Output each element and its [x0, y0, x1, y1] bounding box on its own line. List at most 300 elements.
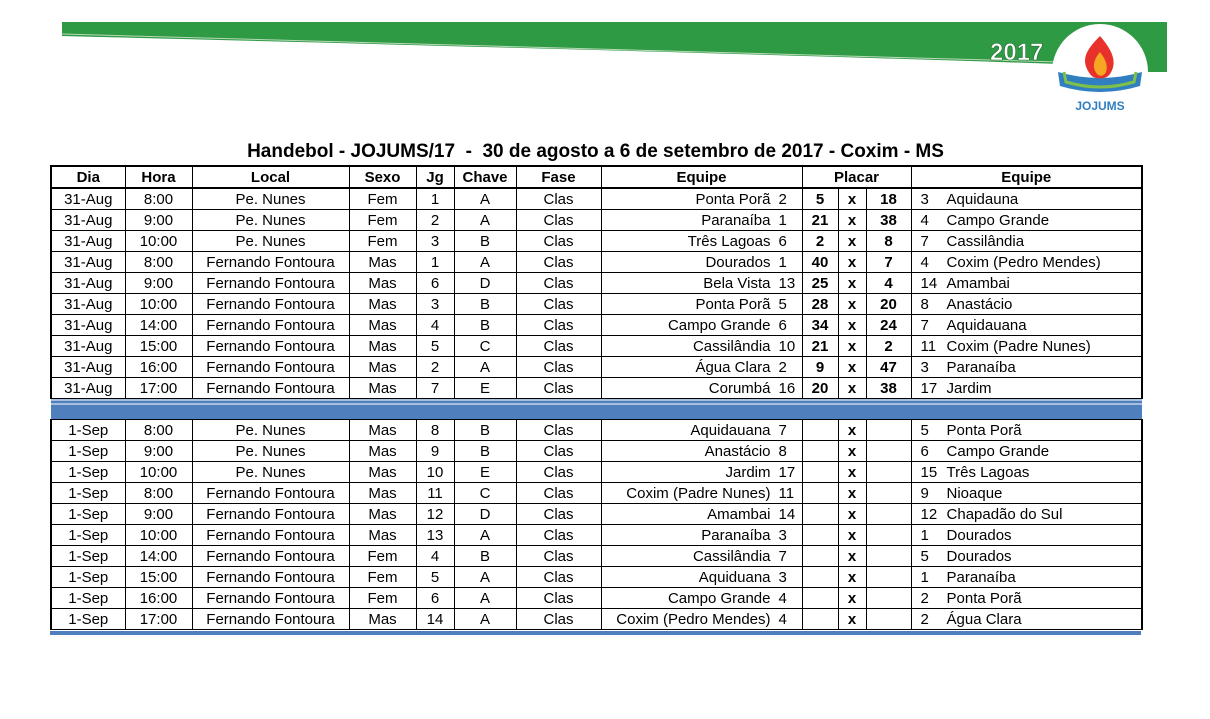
- team-a-name: Ponta Porã: [695, 190, 771, 208]
- team-b-name: Campo Grande: [946, 211, 1050, 229]
- cell-fase: Clas: [516, 273, 601, 294]
- table-row: [51, 336, 1142, 357]
- cell-score-a: 20: [802, 378, 838, 399]
- table-row: [51, 588, 1142, 609]
- cell-score-b: 8: [866, 231, 911, 252]
- cell-dia: 31-Aug: [51, 378, 125, 399]
- cell-team-a: [601, 188, 802, 210]
- cell-hora: 9:00: [125, 441, 192, 462]
- cell-dia: 31-Aug: [51, 273, 125, 294]
- cell-team-b: [911, 567, 1142, 588]
- cell-sexo: Fem: [349, 231, 416, 252]
- cell-fase: Clas: [516, 188, 601, 210]
- team-b-name: Aquidauna: [946, 190, 1019, 208]
- cell-fase: Clas: [516, 252, 601, 273]
- cell-x: x: [838, 609, 866, 630]
- cell-team-a: [601, 231, 802, 252]
- cell-team-b: [911, 357, 1142, 378]
- team-b-name: Aquidauana: [946, 316, 1027, 334]
- cell-team-b: [911, 525, 1142, 546]
- cell-chave: A: [454, 357, 516, 378]
- table-row: [51, 231, 1142, 252]
- cell-score-a: 21: [802, 210, 838, 231]
- cell-x: x: [838, 483, 866, 504]
- team-a-number: 3: [778, 526, 787, 544]
- cell-score-a: [802, 420, 838, 441]
- cell-hora: 10:00: [125, 462, 192, 483]
- cell-sexo: Fem: [349, 588, 416, 609]
- team-b-number: 1: [920, 526, 929, 544]
- cell-score-a: [802, 462, 838, 483]
- cell-sexo: Fem: [349, 188, 416, 210]
- cell-local: Pe. Nunes: [192, 420, 349, 441]
- cell-local: Fernando Fontoura: [192, 546, 349, 567]
- team-a-name: Corumbá: [708, 379, 771, 397]
- cell-team-a: [601, 588, 802, 609]
- cell-local: Pe. Nunes: [192, 462, 349, 483]
- cell-hora: 15:00: [125, 567, 192, 588]
- team-b-name: Anastácio: [946, 295, 1013, 313]
- team-a-number: 5: [778, 295, 787, 313]
- cell-x: x: [838, 546, 866, 567]
- cell-fase: Clas: [516, 483, 601, 504]
- cell-score-b: 2: [866, 336, 911, 357]
- cell-local: Fernando Fontoura: [192, 588, 349, 609]
- cell-dia: 1-Sep: [51, 462, 125, 483]
- team-b-name: Coxim (Pedro Mendes): [946, 253, 1101, 271]
- cell-dia: 1-Sep: [51, 483, 125, 504]
- table-row: [51, 357, 1142, 378]
- cell-dia: 31-Aug: [51, 210, 125, 231]
- cell-fase: Clas: [516, 336, 601, 357]
- cell-local: Fernando Fontoura: [192, 567, 349, 588]
- cell-score-a: 28: [802, 294, 838, 315]
- team-b-number: 1: [920, 568, 929, 586]
- table-row: [51, 188, 1142, 210]
- team-b-name: Ponta Porã: [946, 421, 1022, 439]
- team-b-name: Três Lagoas: [946, 463, 1030, 481]
- team-a-number: 11: [778, 484, 795, 502]
- cell-team-a: [601, 336, 802, 357]
- team-a-number: 2: [778, 190, 787, 208]
- cell-score-a: 34: [802, 315, 838, 336]
- team-b-number: 9: [920, 484, 929, 502]
- team-b-number: 3: [920, 190, 929, 208]
- team-b-name: Dourados: [946, 547, 1012, 565]
- cell-x: x: [838, 294, 866, 315]
- team-a-name: Paranaíba: [701, 211, 771, 229]
- cell-team-a: [601, 525, 802, 546]
- cell-chave: B: [454, 315, 516, 336]
- team-a-name: Dourados: [705, 253, 771, 271]
- team-a-name: Coxim (Pedro Mendes): [616, 610, 771, 628]
- team-a-name: Jardim: [725, 463, 771, 481]
- cell-chave: A: [454, 525, 516, 546]
- cell-hora: 8:00: [125, 252, 192, 273]
- cell-score-a: 21: [802, 336, 838, 357]
- cell-score-b: 47: [866, 357, 911, 378]
- cell-x: x: [838, 231, 866, 252]
- cell-jg: 14: [416, 609, 454, 630]
- cell-local: Fernando Fontoura: [192, 504, 349, 525]
- cell-dia: 1-Sep: [51, 546, 125, 567]
- cell-hora: 15:00: [125, 336, 192, 357]
- cell-score-a: 2: [802, 231, 838, 252]
- cell-team-b: [911, 546, 1142, 567]
- cell-jg: 9: [416, 441, 454, 462]
- cell-score-a: [802, 588, 838, 609]
- team-a-name: Ponta Porã: [695, 295, 771, 313]
- cell-fase: Clas: [516, 567, 601, 588]
- cell-x: x: [838, 420, 866, 441]
- table-row: [51, 525, 1142, 546]
- cell-team-b: [911, 210, 1142, 231]
- table-row: [51, 567, 1142, 588]
- cell-score-a: [802, 483, 838, 504]
- cell-jg: 2: [416, 357, 454, 378]
- cell-local: Pe. Nunes: [192, 210, 349, 231]
- cell-team-b: [911, 315, 1142, 336]
- cell-hora: 9:00: [125, 504, 192, 525]
- cell-sexo: Fem: [349, 567, 416, 588]
- cell-score-a: [802, 504, 838, 525]
- cell-fase: Clas: [516, 315, 601, 336]
- cell-x: x: [838, 210, 866, 231]
- cell-chave: E: [454, 462, 516, 483]
- cell-sexo: Mas: [349, 315, 416, 336]
- cell-team-a: [601, 483, 802, 504]
- cell-team-b: [911, 483, 1142, 504]
- cell-chave: A: [454, 188, 516, 210]
- cell-chave: B: [454, 294, 516, 315]
- cell-dia: 31-Aug: [51, 231, 125, 252]
- cell-team-a: [601, 210, 802, 231]
- cell-team-a: [601, 567, 802, 588]
- cell-local: Pe. Nunes: [192, 231, 349, 252]
- cell-team-a: [601, 378, 802, 399]
- team-a-number: 7: [778, 421, 787, 439]
- cell-score-a: [802, 525, 838, 546]
- cell-team-a: [601, 609, 802, 630]
- team-b-number: 5: [920, 547, 929, 565]
- cell-score-a: [802, 609, 838, 630]
- cell-fase: Clas: [516, 210, 601, 231]
- header-banner: [0, 0, 1210, 120]
- cell-local: Fernando Fontoura: [192, 273, 349, 294]
- team-a-name: Aquiduana: [698, 568, 771, 586]
- team-b-number: 12: [920, 505, 938, 523]
- team-a-name: Bela Vista: [703, 274, 771, 292]
- cell-dia: 1-Sep: [51, 588, 125, 609]
- header-jg: Jg: [416, 166, 454, 188]
- cell-x: x: [838, 441, 866, 462]
- cell-chave: B: [454, 231, 516, 252]
- cell-chave: A: [454, 609, 516, 630]
- cell-team-b: [911, 504, 1142, 525]
- cell-score-b: 4: [866, 273, 911, 294]
- cell-score-a: 40: [802, 252, 838, 273]
- table-row: [51, 483, 1142, 504]
- cell-jg: 4: [416, 546, 454, 567]
- cell-dia: 1-Sep: [51, 609, 125, 630]
- cell-chave: B: [454, 420, 516, 441]
- team-a-name: Paranaíba: [701, 526, 771, 544]
- team-b-name: Água Clara: [946, 610, 1022, 628]
- cell-sexo: Mas: [349, 525, 416, 546]
- cell-sexo: Mas: [349, 504, 416, 525]
- cell-sexo: Mas: [349, 483, 416, 504]
- team-a-name: Três Lagoas: [687, 232, 771, 250]
- cell-fase: Clas: [516, 357, 601, 378]
- cell-hora: 8:00: [125, 188, 192, 210]
- cell-team-a: [601, 546, 802, 567]
- cell-team-a: [601, 357, 802, 378]
- team-b-name: Campo Grande: [946, 442, 1050, 460]
- header-fase: Fase: [516, 166, 601, 188]
- cell-hora: 14:00: [125, 315, 192, 336]
- table-row: [51, 378, 1142, 399]
- cell-hora: 17:00: [125, 378, 192, 399]
- team-b-number: 2: [920, 610, 929, 628]
- cell-chave: D: [454, 504, 516, 525]
- header-hora: Hora: [125, 166, 192, 188]
- cell-team-a: [601, 315, 802, 336]
- cell-team-a: [601, 462, 802, 483]
- cell-local: Pe. Nunes: [192, 188, 349, 210]
- team-b-number: 8: [920, 295, 929, 313]
- cell-x: x: [838, 504, 866, 525]
- team-a-number: 17: [778, 463, 796, 481]
- cell-score-b: [866, 483, 911, 504]
- table-row: [51, 315, 1142, 336]
- cell-jg: 6: [416, 273, 454, 294]
- team-a-number: 16: [778, 379, 796, 397]
- cell-x: x: [838, 315, 866, 336]
- cell-fase: Clas: [516, 525, 601, 546]
- cell-hora: 17:00: [125, 609, 192, 630]
- cell-team-a: [601, 252, 802, 273]
- cell-hora: 14:00: [125, 546, 192, 567]
- cell-sexo: Mas: [349, 252, 416, 273]
- cell-chave: B: [454, 441, 516, 462]
- team-b-number: 4: [920, 253, 929, 271]
- cell-jg: 7: [416, 378, 454, 399]
- cell-dia: 1-Sep: [51, 504, 125, 525]
- team-b-name: Ponta Porã: [946, 589, 1022, 607]
- cell-local: Fernando Fontoura: [192, 336, 349, 357]
- cell-sexo: Mas: [349, 273, 416, 294]
- cell-local: Pe. Nunes: [192, 441, 349, 462]
- cell-team-b: [911, 188, 1142, 210]
- cell-dia: 31-Aug: [51, 315, 125, 336]
- table-row: [51, 294, 1142, 315]
- cell-team-b: [911, 462, 1142, 483]
- schedule-table: [50, 165, 1143, 630]
- team-b-name: Paranaíba: [946, 358, 1016, 376]
- cell-team-b: [911, 441, 1142, 462]
- team-a-name: Aquidauana: [690, 421, 771, 439]
- team-a-number: 10: [778, 337, 796, 355]
- table-row: [51, 273, 1142, 294]
- team-b-name: Jardim: [946, 379, 992, 397]
- team-b-number: 4: [920, 211, 929, 229]
- jojums-logo: [1052, 24, 1148, 120]
- header-equipe-b: Equipe: [911, 166, 1142, 188]
- team-b-number: 11: [920, 337, 937, 355]
- cell-team-a: [601, 273, 802, 294]
- cell-fase: Clas: [516, 462, 601, 483]
- header-chave: Chave: [454, 166, 516, 188]
- team-b-name: Chapadão do Sul: [946, 505, 1063, 523]
- cell-score-b: [866, 525, 911, 546]
- day1-rows: [51, 188, 1142, 399]
- cell-score-b: 7: [866, 252, 911, 273]
- team-a-number: 3: [778, 568, 787, 586]
- header-local: Local: [192, 166, 349, 188]
- cell-fase: Clas: [516, 546, 601, 567]
- team-b-name: Coxim (Padre Nunes): [946, 337, 1091, 355]
- cell-score-b: 24: [866, 315, 911, 336]
- cell-local: Fernando Fontoura: [192, 609, 349, 630]
- cell-hora: 9:00: [125, 210, 192, 231]
- team-a-number: 6: [778, 316, 787, 334]
- cell-dia: 31-Aug: [51, 357, 125, 378]
- team-b-number: 5: [920, 421, 929, 439]
- table-row: [51, 609, 1142, 630]
- cell-score-a: [802, 441, 838, 462]
- cell-sexo: Mas: [349, 378, 416, 399]
- team-b-name: Cassilândia: [946, 232, 1025, 250]
- cell-team-b: [911, 336, 1142, 357]
- team-b-number: 7: [920, 316, 929, 334]
- cell-x: x: [838, 336, 866, 357]
- table-row: [51, 441, 1142, 462]
- cell-chave: A: [454, 210, 516, 231]
- cell-team-b: [911, 609, 1142, 630]
- cell-fase: Clas: [516, 294, 601, 315]
- cell-local: Fernando Fontoura: [192, 378, 349, 399]
- logo-name: JOJUMS: [1075, 99, 1125, 113]
- team-a-name: Coxim (Padre Nunes): [626, 484, 771, 502]
- cell-fase: Clas: [516, 441, 601, 462]
- cell-chave: A: [454, 567, 516, 588]
- cell-hora: 8:00: [125, 483, 192, 504]
- team-a-name: Cassilândia: [692, 337, 771, 355]
- team-b-name: Nioaque: [946, 484, 1003, 502]
- cell-sexo: Mas: [349, 462, 416, 483]
- table-row: [51, 504, 1142, 525]
- cell-dia: 1-Sep: [51, 525, 125, 546]
- cell-chave: A: [454, 252, 516, 273]
- team-a-name: Campo Grande: [667, 316, 771, 334]
- team-a-number: 2: [778, 358, 787, 376]
- cell-local: Fernando Fontoura: [192, 357, 349, 378]
- cell-team-b: [911, 588, 1142, 609]
- day2-rows: [51, 420, 1142, 630]
- team-a-name: Água Clara: [695, 358, 771, 376]
- cell-hora: 10:00: [125, 525, 192, 546]
- table-row: [51, 252, 1142, 273]
- cell-x: x: [838, 357, 866, 378]
- team-a-number: 14: [778, 505, 796, 523]
- cell-fase: Clas: [516, 609, 601, 630]
- team-a-name: Amambai: [707, 505, 771, 523]
- team-a-number: 1: [778, 211, 787, 229]
- cell-score-b: [866, 609, 911, 630]
- cell-sexo: Mas: [349, 609, 416, 630]
- table-header: [51, 166, 1142, 188]
- cell-team-a: [601, 294, 802, 315]
- cell-jg: 5: [416, 567, 454, 588]
- cell-sexo: Fem: [349, 546, 416, 567]
- cell-x: x: [838, 188, 866, 210]
- team-b-number: 3: [920, 358, 929, 376]
- cell-score-a: 5: [802, 188, 838, 210]
- header-dia: Dia: [51, 166, 125, 188]
- bottom-rule: [50, 631, 1141, 635]
- cell-score-a: 25: [802, 273, 838, 294]
- cell-hora: 10:00: [125, 294, 192, 315]
- team-b-name: Amambai: [946, 274, 1010, 292]
- table-row: [51, 546, 1142, 567]
- cell-score-b: [866, 441, 911, 462]
- cell-x: x: [838, 273, 866, 294]
- cell-local: Fernando Fontoura: [192, 294, 349, 315]
- cell-hora: 16:00: [125, 588, 192, 609]
- team-a-name: Anastácio: [704, 442, 771, 460]
- cell-hora: 8:00: [125, 420, 192, 441]
- cell-team-b: [911, 273, 1142, 294]
- cell-team-b: [911, 294, 1142, 315]
- cell-fase: Clas: [516, 231, 601, 252]
- cell-hora: 9:00: [125, 273, 192, 294]
- team-a-name: Campo Grande: [667, 589, 771, 607]
- cell-score-b: 38: [866, 378, 911, 399]
- cell-jg: 2: [416, 210, 454, 231]
- team-a-number: 4: [778, 589, 787, 607]
- table-row: [51, 210, 1142, 231]
- page-title: Handebol - JOJUMS/17 - 30 de agosto a 6 de setembro de 2017 - Coxim - MS: [247, 141, 944, 162]
- cell-sexo: Mas: [349, 294, 416, 315]
- cell-chave: C: [454, 483, 516, 504]
- cell-local: Fernando Fontoura: [192, 525, 349, 546]
- team-a-number: 1: [778, 253, 787, 271]
- cell-jg: 6: [416, 588, 454, 609]
- cell-fase: Clas: [516, 504, 601, 525]
- cell-team-b: [911, 252, 1142, 273]
- cell-chave: A: [454, 588, 516, 609]
- cell-score-b: [866, 462, 911, 483]
- cell-x: x: [838, 567, 866, 588]
- team-a-number: 6: [778, 232, 787, 250]
- cell-x: x: [838, 378, 866, 399]
- cell-jg: 3: [416, 231, 454, 252]
- cell-local: Fernando Fontoura: [192, 315, 349, 336]
- cell-sexo: Fem: [349, 210, 416, 231]
- cell-jg: 1: [416, 252, 454, 273]
- cell-hora: 10:00: [125, 231, 192, 252]
- header-sexo: Sexo: [349, 166, 416, 188]
- cell-score-a: 9: [802, 357, 838, 378]
- cell-x: x: [838, 525, 866, 546]
- team-b-number: 6: [920, 442, 929, 460]
- team-b-number: 2: [920, 589, 929, 607]
- team-b-number: 17: [920, 379, 938, 397]
- cell-sexo: Mas: [349, 357, 416, 378]
- cell-dia: 31-Aug: [51, 252, 125, 273]
- cell-sexo: Mas: [349, 420, 416, 441]
- cell-score-a: [802, 546, 838, 567]
